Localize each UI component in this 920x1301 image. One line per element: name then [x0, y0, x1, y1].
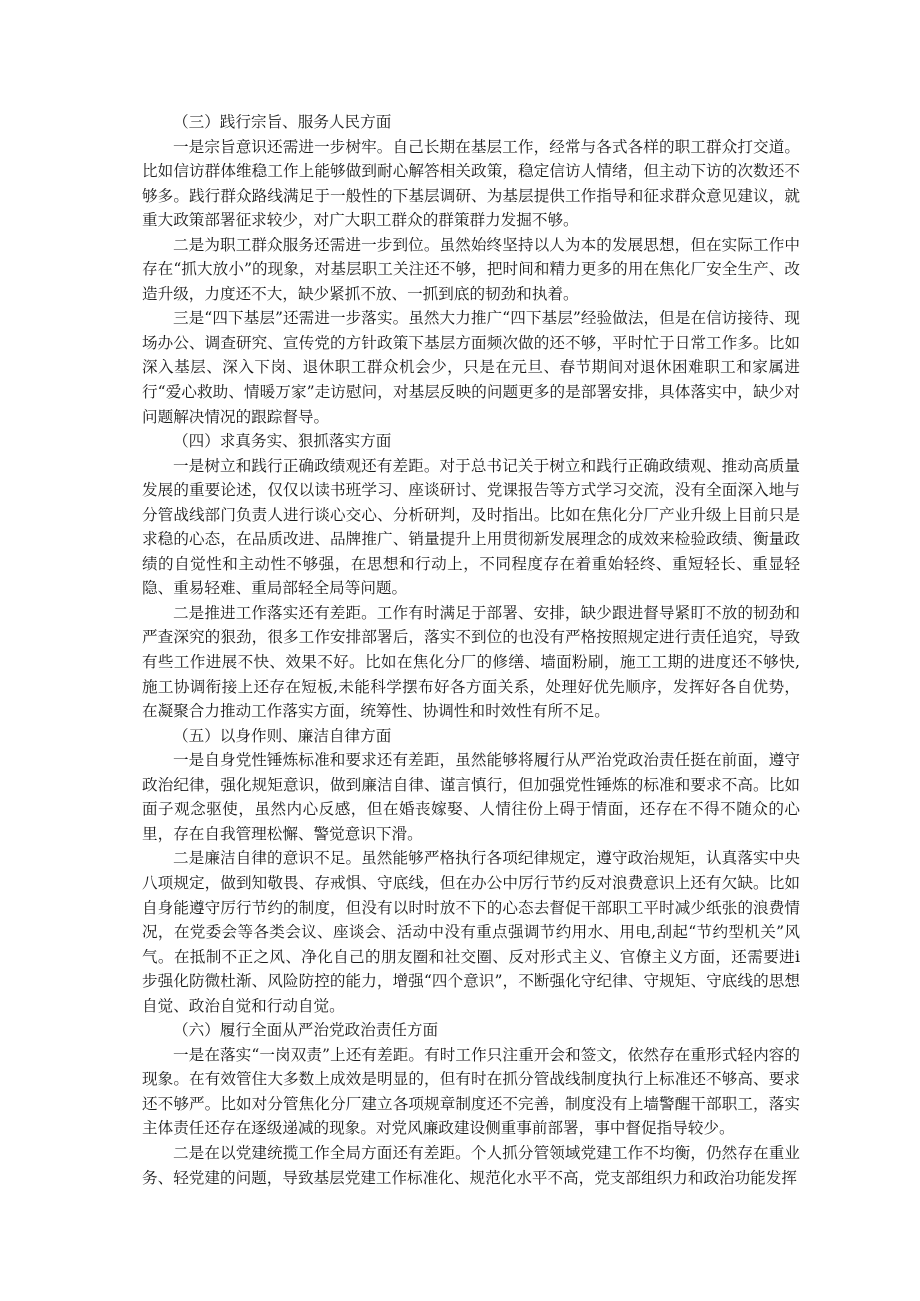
section-5: [142, 724, 800, 1019]
section-heading: （三）践行宗旨、服务人民方面: [173, 113, 392, 131]
paragraph: 二是为职工群众服务还需进一步到位。虽然始终坚持以人为本的发展思想，但在实际工作中存在“抓大放小”的现象，对基层职工关注还不够，把时间和精力更多的用在焦化厂安全生产、改造升级，力度还不大，缺少紧抓不放、一抓到底的韧劲和执着。: [142, 235, 800, 303]
paragraph: 二是廉洁自律的意识不足。虽然能够严格执行各项纪律规定，遵守政治规矩，认真落实中央八项规定，做到知敬畏、存戒惧、守底线，但在办公中厉行节约反对浪费意识上还有欠缺。比如自身能遵守厉行节约的制度，但没有以时时放不下的心态去督促干部职工平时减少纸张的浪费情况，在党委会等各类会议、座谈会、活动中没有重点强调节约用水、用电,刮起“节约型机关”风气。在抵制不正之风、净化自己的朋友圈和社交圈、反对形式主义、官僚主义方面，还需要进ⅰ步强化防微杜渐、风险防控的能力，增强“四个意识”，不断强化守纪律、守规矩、守底线的思想自觉、政治自觉和行动自觉。: [142, 849, 800, 1015]
paragraph: 一是树立和践行正确政绩观还有差距。对于总书记关于树立和践行正确政绩观、推动高质量发展的重要论述，仅仅以读书班学习、座谈研讨、党课报告等方式学习交流，没有全面深入地与分管战线部门负责人进行谈心交心、分析研判，及时指出。比如在焦化分厂产业升级上目前只是求稳的心态，在品质改进、品牌推广、销量提升上用贯彻新发展理念的成效来检验政绩、衡量政绩的自觉性和主动性不够强，在思想和行动上，不同程度存在着重始轻终、重短轻长、重显轻隐、重易轻难、重局部轻全局等问题。: [142, 456, 800, 598]
section-3: [142, 110, 800, 429]
document-page: [142, 110, 800, 1190]
paragraph: 一是在落实“一岗双责”上还有差距。有时工作只注重开会和签文，依然存在重形式轻内容的现象。在有效管住大多数上成效是明显的，但有时在抓分管战线制度执行上标准还不够高、要求还不够严。比如对分管焦化分厂建立各项规章制度还不完善，制度没有上墙警醒干部职工，落实主体责任还存在逐级递减的现象。对党风廉政建设侧重事前部署，事中督促指导较少。: [142, 1045, 800, 1138]
paragraph: 三是“四下基层”还需进一步落实。虽然大力推广“四下基层”经验做法，但是在信访接待、现场办公、调查研究、宣传党的方针政策下基层方面频次做的还不够，平时忙于日常工作多。比如深入基层、深入下岗、退休职工群众机会少，只是在元旦、春节期间对退休困难职工和家属进行“爱心救助、情暖万家”走访慰问，对基层反映的问题更多的是部署安排，具体落实中，缺少对问题解决情况的跟踪督导。: [142, 309, 800, 426]
section-heading: （六）履行全面从严治党政治责任方面: [173, 1021, 439, 1040]
paragraph: 二是在以党建统揽工作全局方面还有差距。个人抓分管领域党建工作不均衡，仍然存在重业务、轻党建的问题，导致基层党建工作标准化、规范化水平不高，党支部组织力和政治功能发挥: [142, 1143, 800, 1187]
section-heading: （五）以身作则、廉洁自律方面: [173, 726, 392, 745]
section-heading: （四）求真务实、狠抓落实方面: [173, 432, 392, 451]
paragraph: 一是自身党性锤炼标准和要求还有差距，虽然能够将履行从严治党政治责任挺在前面，遵守政治纪律，强化规矩意识，做到廉洁自律、谨言慎行，但加强党性锤炼的标准和要求不高。比如面子观念驱使，虽然内心反感，但在婚丧嫁娶、人情往份上碍于情面，还存在不得不随众的心里，存在自我管理松懈、警觉意识下滑。: [142, 751, 800, 843]
section-4: [142, 429, 800, 724]
paragraph: 一是宗旨意识还需进一步树牢。自己长期在基层工作，经常与各式各样的职工群众打交道。比如信访群体维稳工作上能够做到耐心解答相关政策，稳定信访人情绪，但主动下访的次数还不够多。践行群众路线满足于一般性的下基层调研、为基层提供工作指导和征求群众意见建议，就重大政策部署征求较少，对广大职工群众的群策群力发掘不够。: [142, 137, 800, 230]
section-6: [142, 1018, 800, 1190]
paragraph: 二是推进工作落实还有差距。工作有时满足于部署、安排，缺少跟进督导紧盯不放的韧劲和严查深究的狠劲，很多工作安排部署后，落实不到位的也没有严格按照规定进行责任追究，导致有些工作进展不快、效果不好。比如在焦化分厂的修缮、墙面粉刷，施工工期的进度还不够快,施工协调衔接上还存在短板,未能科学摆布好各方面关系，处理好优先顺序，发挥好各自优势，在凝聚合力推动工作落实方面，统筹性、协调性和时效性有所不足。: [142, 603, 800, 721]
